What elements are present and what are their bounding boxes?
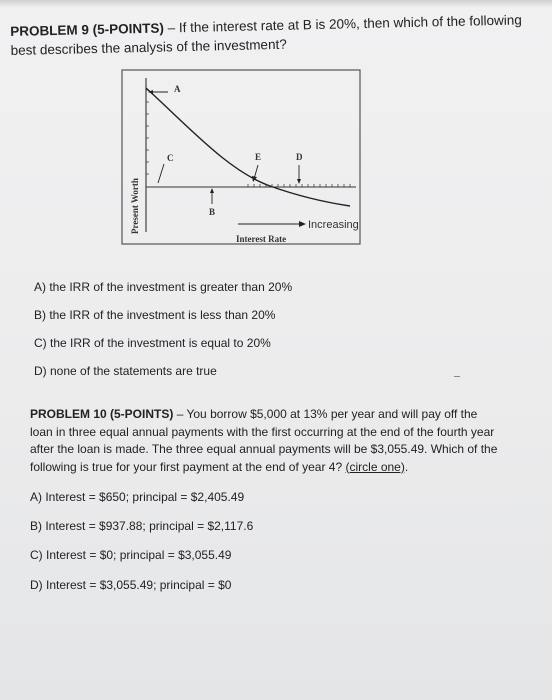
b-pointer-head [210, 188, 214, 193]
problem9-question [10, 10, 541, 60]
present-worth-curve [146, 88, 350, 206]
increasing-label: Increasing [308, 219, 359, 231]
circle-one-instruction: (circle one) [345, 459, 405, 474]
problem10-option-b[interactable]: B) Interest = $937.88; principal = $2,117.6 [30, 519, 254, 533]
problem9-option-b[interactable]: B) the IRR of the investment is less than 20% [34, 308, 276, 322]
problem10-label: PROBLEM 10 (5-POINTS) [30, 407, 174, 421]
problem10-text-line1: – You borrow $5,000 at 13% per year and will pay off the [173, 407, 478, 421]
point-label-c: C [167, 153, 174, 163]
point-label-a: A [174, 84, 181, 94]
d-pointer-head [297, 179, 301, 184]
x-axis-label: Interest Rate [236, 234, 287, 244]
problem9-text-line2: best describes the analysis of the investment? [10, 36, 287, 58]
point-label-b: B [209, 207, 216, 217]
problem10-text-line2: loan in three equal annual payments with the first occurring at the end of the fourth year [30, 424, 495, 439]
present-worth-figure [118, 66, 368, 250]
increasing-arrow-head [299, 221, 306, 227]
problem10-text-line4: following is true for your first payment at the end of year 4? [30, 459, 346, 474]
figure-frame [122, 70, 360, 244]
problem9-option-a[interactable]: A) the IRR of the investment is greater than 20% [34, 280, 293, 294]
problem9-text-line1: – If the interest rate at B is 20%, then which of the following [163, 12, 522, 36]
e-pointer-head [252, 176, 257, 182]
y-axis-label: Present Worth [130, 178, 140, 234]
problem9-label: PROBLEM 9 (5-POINTS) [10, 20, 165, 39]
point-label-d: D [296, 152, 303, 162]
problem10-text-end: . [404, 459, 409, 474]
problem10-question [30, 406, 530, 476]
problem10-option-a[interactable]: A) Interest = $650; principal = $2,405.49 [30, 490, 245, 504]
problem10-line4 [30, 459, 530, 477]
paper-fold-shadow [0, 0, 552, 8]
point-label-e: E [255, 152, 262, 162]
c-pointer [158, 164, 164, 183]
problem10-option-d[interactable]: D) Interest = $3,055.49; principal = $0 [30, 578, 232, 592]
problem9-option-d[interactable]: D) none of the statements are true [34, 364, 217, 378]
problem9-option-c[interactable]: C) the IRR of the investment is equal to 20% [34, 336, 271, 350]
problem10-option-c[interactable]: C) Interest = $0; principal = $3,055.49 [30, 548, 232, 562]
stray-mark [454, 376, 460, 377]
problem10-text-line3: after the loan is made. The three equal annual payments will be $3,055.49. Which of the [30, 442, 498, 456]
problem10-line1 [30, 406, 530, 424]
